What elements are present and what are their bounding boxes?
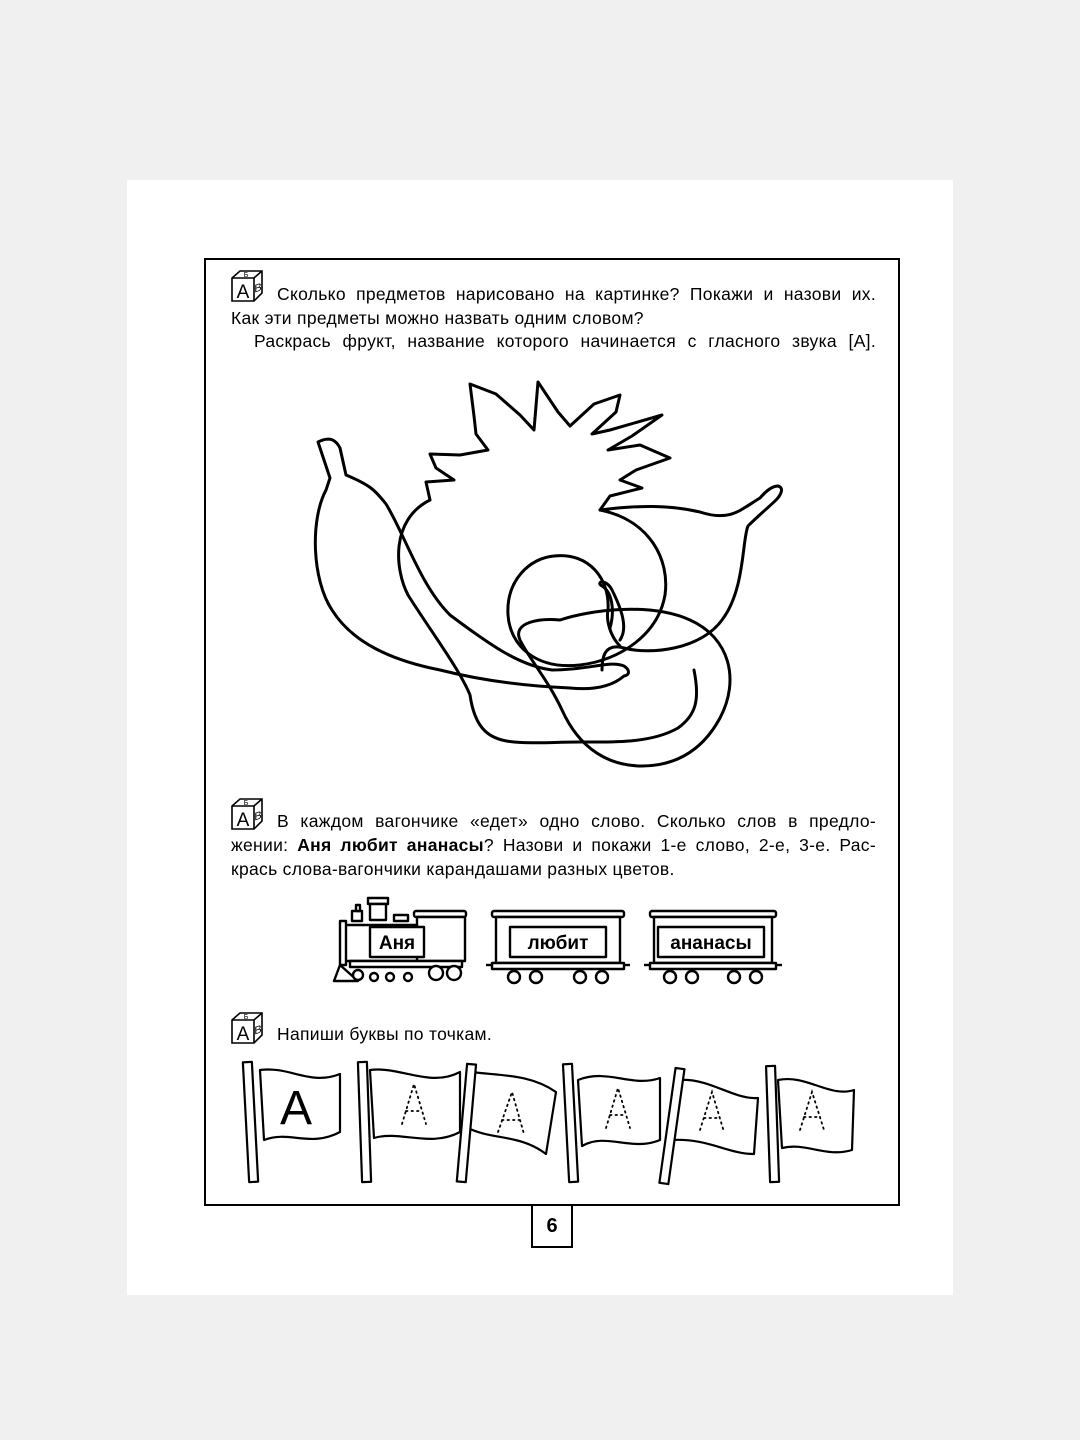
abc-block-icon xyxy=(229,796,265,832)
svg-text:B: B xyxy=(254,281,262,296)
page-number: 6 xyxy=(531,1206,573,1248)
svg-text:B: B xyxy=(254,1023,262,1038)
abc-block-icon xyxy=(229,268,265,304)
task2-line3: крась слова-вагончики карандашами разных цветов. xyxy=(231,859,675,879)
wagon-word-1: Аня xyxy=(378,933,416,954)
pear xyxy=(600,486,782,670)
svg-text:A: A xyxy=(236,282,250,303)
apple xyxy=(508,510,666,666)
flag-6 xyxy=(766,1066,854,1182)
svg-text:B: B xyxy=(254,809,262,824)
svg-text:A: A xyxy=(236,810,250,831)
flag-2 xyxy=(358,1062,460,1182)
wagon-word-2: любит xyxy=(527,933,589,954)
task1-line3: Раскрась фрукт, название которого начинается с гласного звука [А]. xyxy=(254,331,876,351)
wagon-word-3: ананасы xyxy=(670,933,752,954)
svg-text:Б: Б xyxy=(243,800,249,807)
task3-instruction: Напиши буквы по точкам. xyxy=(277,1024,493,1044)
task1-line2: Как эти предметы можно назвать одним словом? xyxy=(231,308,644,328)
task1-line1: Сколько предметов нарисовано на картинке? Покажи и назови их. xyxy=(277,284,876,304)
pineapple-body xyxy=(399,500,697,743)
pineapple-crown xyxy=(426,382,670,510)
svg-text:A: A xyxy=(236,1024,250,1045)
train-illustration xyxy=(330,895,790,995)
flags-row xyxy=(240,1058,870,1188)
solid-letter-a: А xyxy=(279,1082,313,1135)
banana xyxy=(315,439,628,689)
task2-line1: В каждом вагончике «едет» одно слово. Сколько слов в предло- xyxy=(277,811,876,831)
svg-text:Б: Б xyxy=(243,272,249,279)
svg-text:Б: Б xyxy=(243,1014,249,1021)
fruits-illustration xyxy=(290,370,800,770)
abc-block-icon xyxy=(229,1010,265,1046)
flag-4 xyxy=(563,1064,660,1182)
flag-5 xyxy=(659,1068,758,1184)
task2-line2: жении: Аня любит ананасы? Назови и покажи 1-е слово, 2-е, 3-е. Рас- xyxy=(231,835,876,855)
flag-3 xyxy=(457,1064,556,1182)
